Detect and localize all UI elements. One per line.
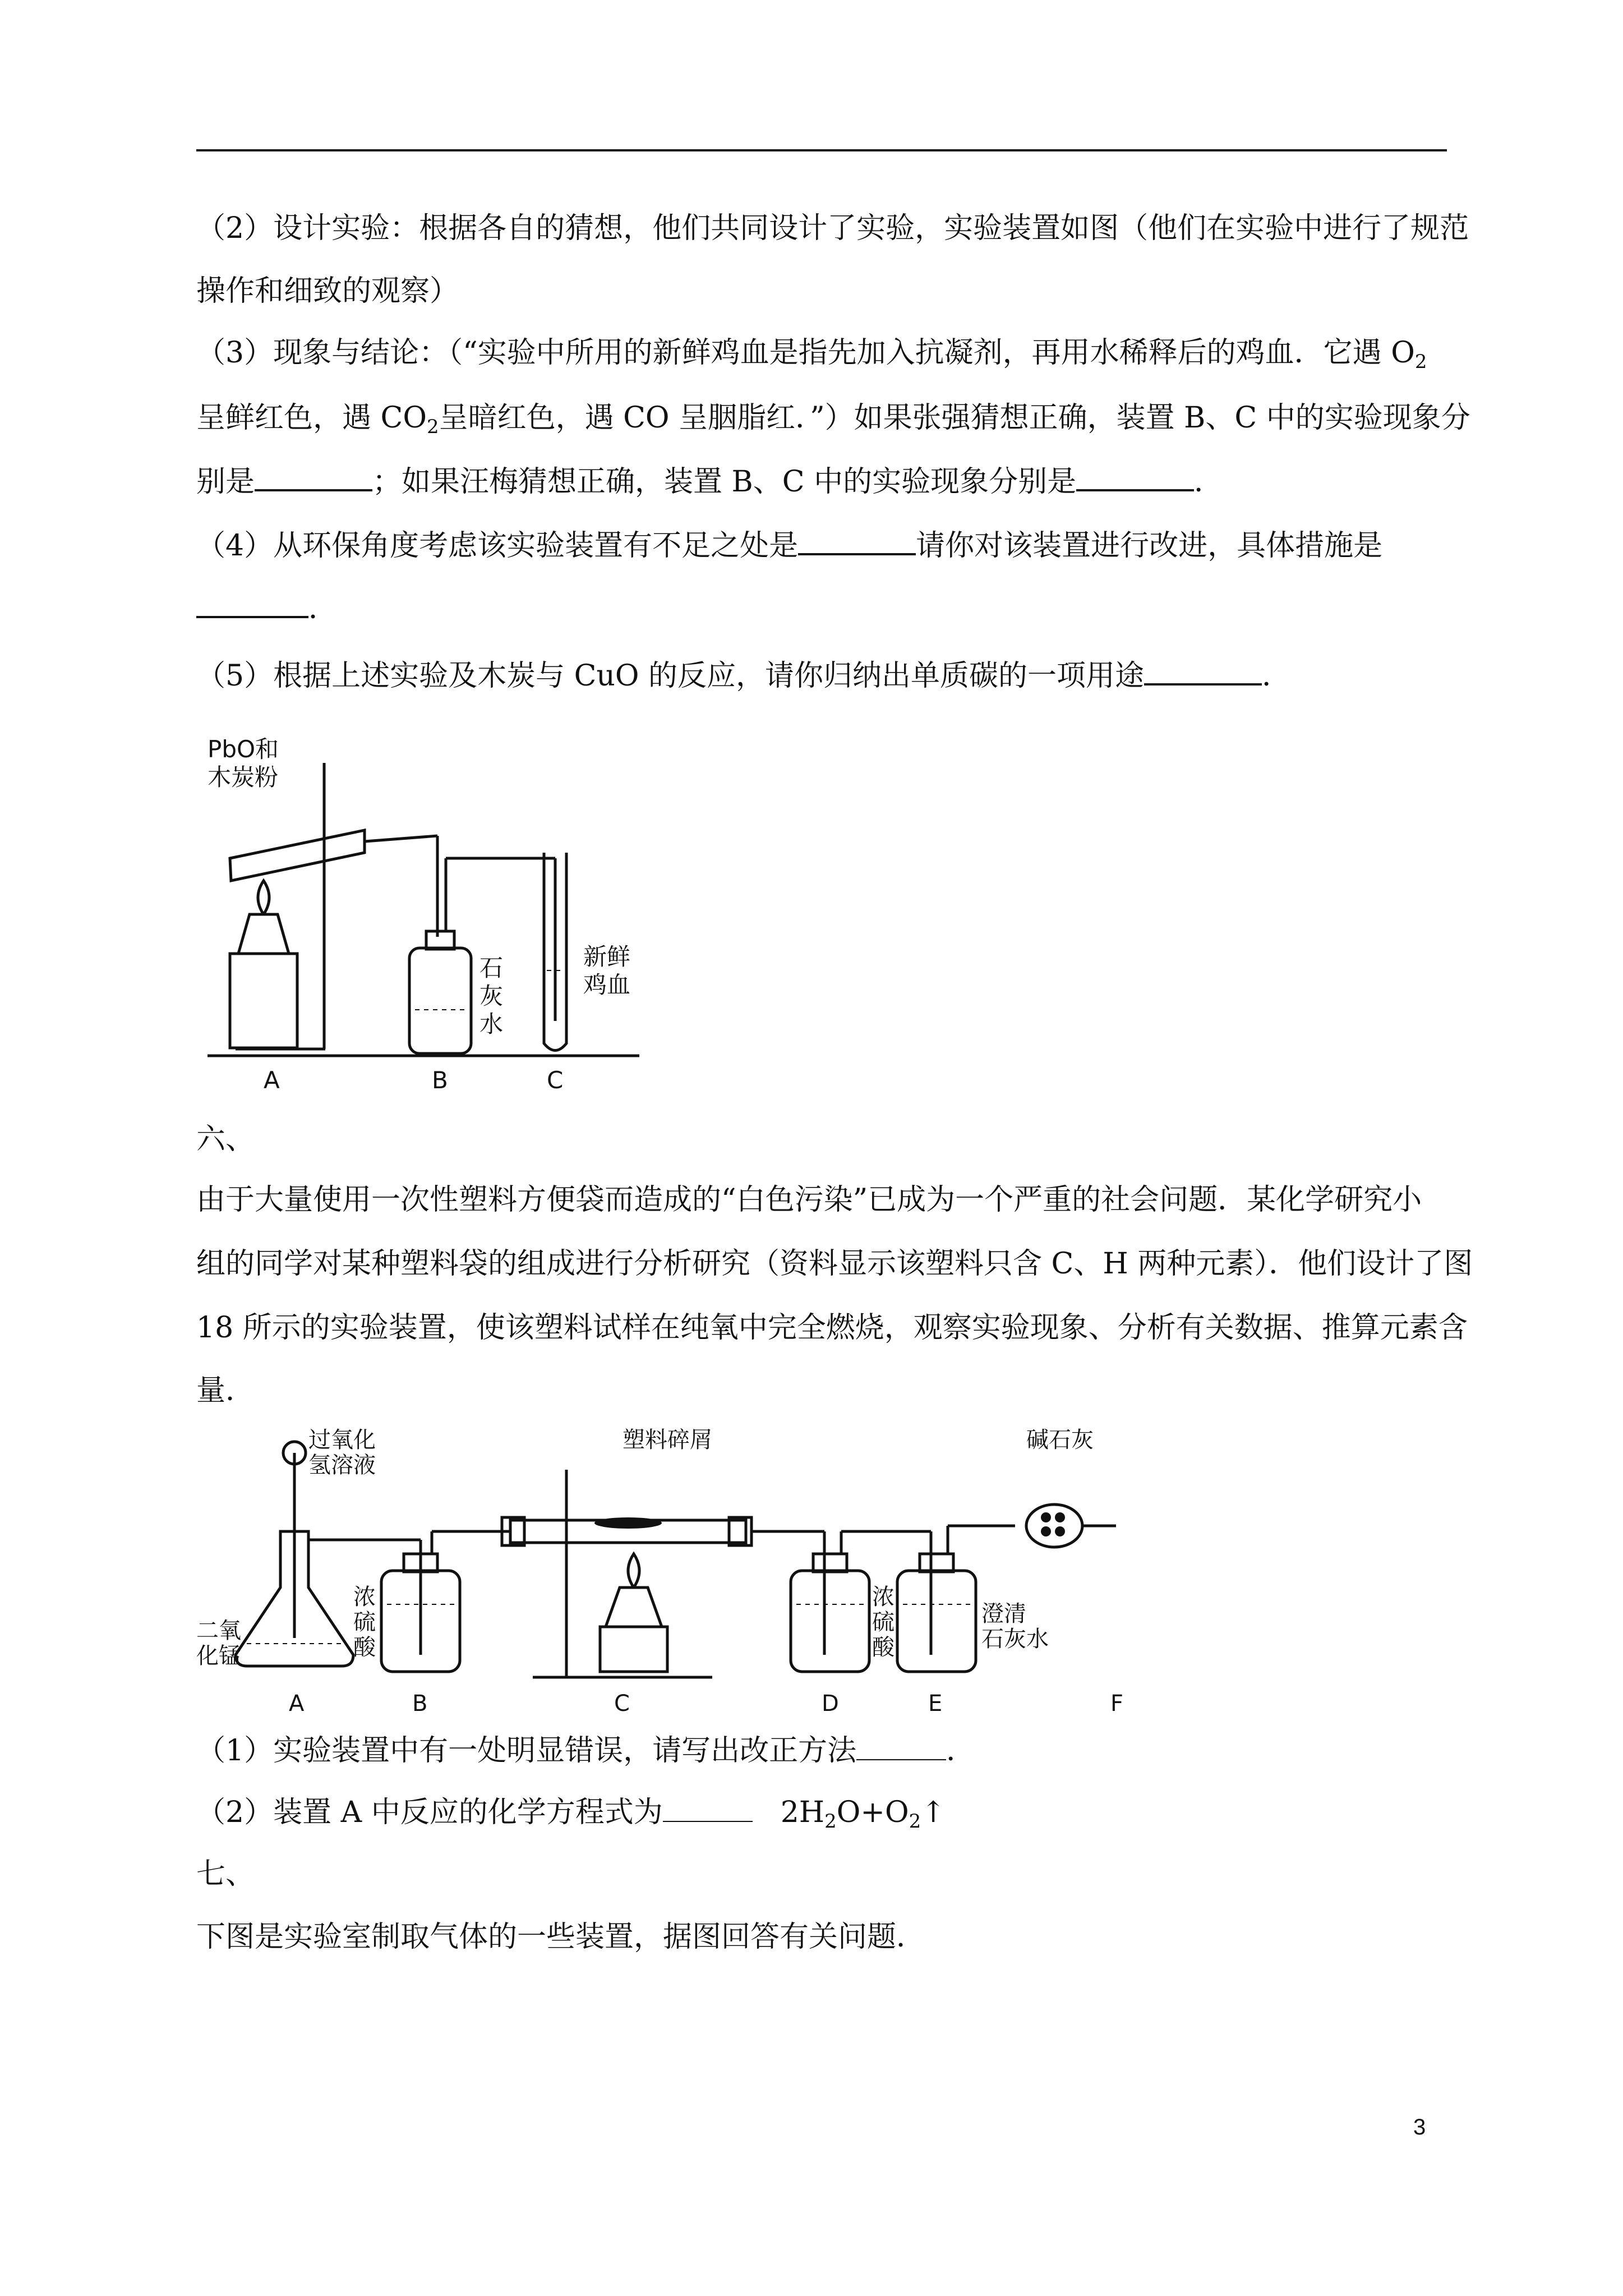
- q6-s2-line: [196, 1793, 1447, 1841]
- lamp-c: [606, 1588, 662, 1627]
- q6-intro-line1: 由于大量使用一次性塑料方便袋而造成的“白色污染”已成为一个严重的社会问题．某化学研究小: [196, 1183, 1422, 1217]
- bottle-e: [897, 1571, 976, 1672]
- q5-s3-line2: [196, 398, 1470, 447]
- h2so4-label-d: 酸: [872, 1635, 895, 1660]
- h2so4-label-d: 硫: [872, 1609, 895, 1635]
- lamp: [238, 914, 289, 954]
- apparatus-label-f: F: [1110, 1691, 1124, 1717]
- page-number: 3: [1413, 2115, 1426, 2139]
- q5-s3-line1: [196, 333, 1447, 381]
- soda-lime-granule: [1055, 1526, 1065, 1536]
- q6-intro-line4: 量．: [196, 1374, 255, 1407]
- q5-s5-line: [196, 656, 1447, 696]
- h2so4-label-d: 浓: [872, 1584, 895, 1610]
- mno2-label: 化锰: [196, 1643, 241, 1669]
- q5-s4-text: （4）从环保角度考虑该实验装置有不足之处是: [196, 529, 799, 563]
- q5-s3-text: 别是: [196, 465, 255, 499]
- mno2-label: 二氧: [196, 1618, 241, 1644]
- limewater-label: 水: [479, 1010, 504, 1038]
- header-rule: [196, 149, 1447, 151]
- gas-arrow-icon: ↑: [921, 1796, 946, 1829]
- q5-s4-line2: [196, 589, 1447, 628]
- bottle-d-stopper: [813, 1554, 847, 1572]
- h2o2-label: 氢溶液: [308, 1452, 376, 1478]
- q5-s2-line1: （2）设计实验：根据各自的猜想，他们共同设计了实验，实验装置如图（他们在实验中进行了规范: [196, 211, 1469, 245]
- soda-lime-granule: [1055, 1512, 1065, 1522]
- answer-blank[interactable]: [1076, 463, 1194, 491]
- apparatus-label-d: D: [822, 1691, 839, 1717]
- apparatus-label-c: C: [547, 1066, 564, 1094]
- blood-label: 鸡血: [583, 971, 631, 999]
- reagent-label: PbO和: [208, 735, 279, 763]
- q6-s1-text: （1）实验装置中有一处明显错误，请写出改正方法: [196, 1734, 857, 1768]
- q6-apparatus-svg: [196, 1419, 1150, 1722]
- q5-s3-text: （3）现象与结论：（“实验中所用的新鲜鸡血是指先加入抗凝剂，再用水稀释后的鸡血．它遇 O: [196, 336, 1415, 370]
- flame-c: [628, 1554, 639, 1588]
- soda-lime-granule: [1041, 1512, 1051, 1522]
- answer-blank[interactable]: [1144, 657, 1262, 685]
- bottle-d: [791, 1571, 869, 1672]
- answer-blank[interactable]: [663, 1795, 753, 1822]
- q7-intro: 下图是实验室制取气体的一些装置，据图回答有关问题．: [196, 1920, 926, 1954]
- q6-heading: 六、: [196, 1122, 255, 1156]
- bottle-e-stopper: [920, 1554, 953, 1572]
- q5-s4-text: ．: [308, 592, 338, 625]
- flame: [258, 881, 269, 914]
- h2so4-label-b: 浓: [353, 1584, 376, 1610]
- bottle-b-stopper: [426, 931, 454, 949]
- q5-s5-text: ．: [1262, 659, 1292, 693]
- q6-apparatus-figure: [196, 1419, 1150, 1724]
- apparatus-label-b: B: [432, 1066, 448, 1094]
- q5-s4-text: 请你对该装置进行改进，具体措施是: [916, 529, 1383, 563]
- apparatus-label-b: B: [412, 1691, 428, 1717]
- q5-apparatus-figure: [196, 729, 645, 1102]
- answer-blank[interactable]: [798, 527, 916, 555]
- q6-intro-line2: 组的同学对某种塑料袋的组成进行分析研究（资料显示该塑料只含 C、H 两种元素）．他们设计了图: [196, 1247, 1473, 1281]
- subscript: 2: [1414, 351, 1427, 373]
- q6-s2-text: （2）装置 A 中反应的化学方程式为: [196, 1796, 663, 1829]
- equation-text: 2H: [780, 1796, 825, 1829]
- apparatus-label-a: A: [264, 1066, 280, 1094]
- bottle-b: [409, 948, 471, 1053]
- q7-heading: 七、: [196, 1857, 255, 1891]
- apparatus-label-c: C: [614, 1691, 630, 1717]
- q5-s3-text: ．: [1194, 465, 1224, 499]
- burner-block-c: [600, 1627, 667, 1672]
- q5-apparatus-svg: [196, 729, 645, 1099]
- plastic-label: 塑料碎屑: [623, 1427, 712, 1453]
- apparatus-label-a: A: [289, 1691, 305, 1717]
- h2o2-label: 过氧化: [308, 1427, 376, 1453]
- h2so4-label-b: 硫: [353, 1609, 376, 1635]
- q6-s1-line: [196, 1731, 1447, 1770]
- h2so4-label-b: 酸: [353, 1635, 376, 1660]
- plastic-sample: [594, 1517, 662, 1529]
- subscript: 2: [824, 1810, 837, 1833]
- q5-s3-line3: [196, 462, 1447, 501]
- q5-s3-text: ；如果汪梅猜想正确，装置 B、C 中的实验现象分别是: [372, 465, 1077, 499]
- blood-label: 新鲜: [583, 943, 631, 970]
- drying-tube-f: [1026, 1504, 1082, 1547]
- reaction-tube: [230, 830, 365, 881]
- soda-lime-granule: [1041, 1526, 1051, 1536]
- sodalime-label: 碱石灰: [1026, 1427, 1094, 1453]
- q5-s2-line2: 操作和细致的观察）: [196, 274, 459, 308]
- limewater-label: 石: [479, 954, 504, 982]
- answer-blank[interactable]: [196, 590, 308, 618]
- q5-s4-line1: [196, 526, 1447, 565]
- q5-s5-text: （5）根据上述实验及木炭与 CuO 的反应，请你归纳出单质碳的一项用途: [196, 659, 1145, 693]
- subscript: 2: [909, 1810, 921, 1833]
- apparatus-label-e: E: [928, 1691, 943, 1717]
- q6-intro-line3: 18 所示的实验装置，使该塑料试样在纯氧中完全燃烧，观察实验现象、分析有关数据、推算元素含: [196, 1311, 1468, 1345]
- reagent-label: 木炭粉: [208, 763, 279, 791]
- burner-base: [230, 954, 297, 1048]
- q6-s1-text: ．: [946, 1734, 976, 1768]
- answer-blank[interactable]: [856, 1733, 946, 1760]
- limewater-label: 灰: [479, 982, 504, 1010]
- q5-s3-text: 呈暗红色，遇 CO 呈胭脂红．”）如果张强猜想正确，装置 B、C 中的实验现象分: [439, 401, 1470, 435]
- limewater-label: 石灰水: [981, 1626, 1049, 1652]
- equation-text: O+O: [836, 1796, 909, 1829]
- limewater-label: 澄清: [981, 1601, 1026, 1627]
- subscript: 2: [426, 416, 439, 438]
- delivery-tube: [365, 836, 437, 841]
- q5-s3-text: 呈鲜红色，遇 CO: [196, 401, 427, 435]
- answer-blank[interactable]: [255, 463, 372, 491]
